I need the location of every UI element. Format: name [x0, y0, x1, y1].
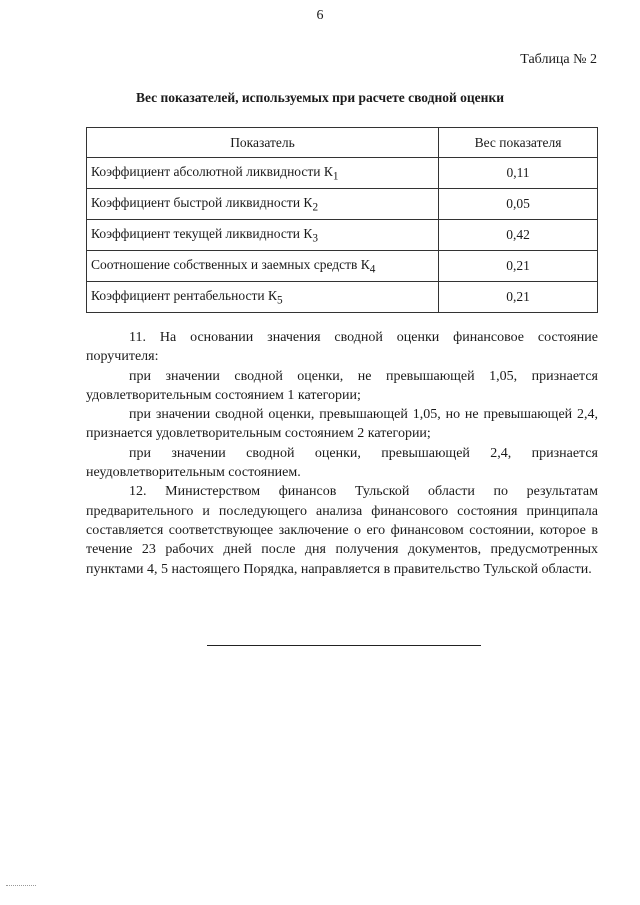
body-text — [86, 328, 598, 579]
table-row — [87, 189, 598, 220]
weights-table — [86, 127, 598, 313]
paragraph-11: 11. На основании значения сводной оценки финансовое состояние поручителя: — [86, 330, 598, 365]
scan-mark — [6, 885, 36, 888]
end-divider — [207, 645, 481, 646]
indicator-weight: 0,42 — [439, 220, 598, 251]
indicator-weight: 0,21 — [439, 282, 598, 313]
indicator-name: Коэффициент абсолютной ликвидности К — [91, 163, 333, 179]
indicator-subscript: 2 — [312, 201, 319, 214]
indicator-name-cell — [87, 189, 439, 220]
page-number: 6 — [316, 8, 324, 23]
table-row — [87, 282, 598, 313]
indicator-subscript: 5 — [276, 294, 283, 307]
indicator-subscript: 3 — [312, 232, 318, 245]
indicator-subscript: 1 — [332, 170, 339, 183]
indicator-name-cell — [87, 282, 439, 313]
paragraph-category-2: при значении сводной оценки, превышающей 1,05, но не превышающей 2,4, признается удовлетворительным состоянием 2 категории; — [86, 407, 598, 442]
indicator-name-cell — [87, 158, 439, 189]
table-heading: Вес показателей, используемых при расчете сводной оценки — [135, 90, 505, 105]
table-caption: Таблица № 2 — [520, 52, 597, 67]
indicator-name: Коэффициент быстрой ликвидности К — [91, 194, 313, 210]
table-row — [87, 158, 598, 189]
column-header-weight: Вес показателя — [439, 128, 598, 158]
indicator-name: Соотношение собственных и заемных средств К — [91, 256, 370, 272]
paragraph-unsatisfactory: при значении сводной оценки, превышающей 2,4, признается неудовлетворительным состоянием. — [86, 445, 598, 481]
indicator-weight: 0,05 — [439, 189, 598, 220]
indicator-weight: 0,21 — [439, 251, 598, 282]
indicator-subscript: 4 — [369, 263, 376, 276]
table-row — [87, 220, 598, 251]
indicator-weight: 0,11 — [439, 158, 598, 189]
indicator-name: Коэффициент текущей ликвидности К — [91, 225, 313, 241]
indicator-name: Коэффициент рентабельности К — [91, 287, 277, 303]
paragraph-12: 12. Министерством финансов Тульской области по результатам предварительного и последующего анализа финансового состояния принципала составляется соответствующее заключение о его финансовом состоянии, которое в течение 23 рабочих дней после дня получения документов, предусмотренных пунктами 4, 5 настоящего Порядка, направляется в правительство Тульской области. — [86, 484, 598, 577]
indicator-name-cell — [87, 220, 439, 251]
table-row — [87, 251, 598, 282]
column-header-indicator: Показатель — [87, 128, 439, 158]
indicator-name-cell — [87, 251, 439, 282]
table-header-row — [87, 128, 598, 158]
paragraph-category-1: при значении сводной оценки, не превышающей 1,05, признается удовлетворительным состоянием 1 категории; — [86, 368, 598, 403]
